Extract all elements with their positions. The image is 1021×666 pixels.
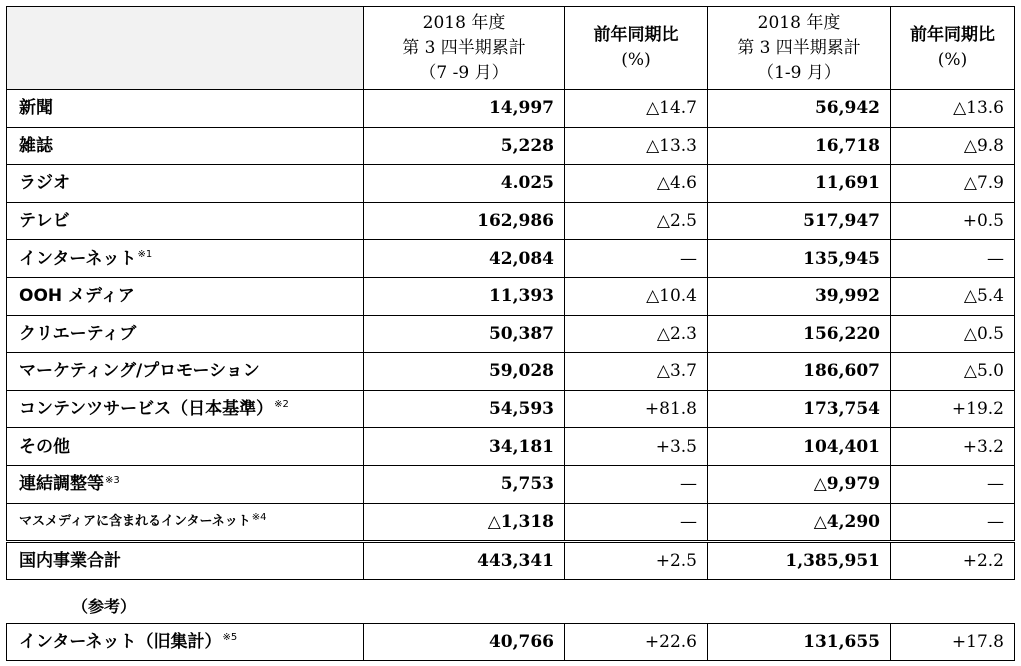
yoy-q3: △10.4 bbox=[565, 277, 708, 315]
yoy-ytd: — bbox=[891, 240, 1015, 278]
yoy-q3: △13.3 bbox=[565, 127, 708, 165]
value-ytd: 173,754 bbox=[708, 390, 891, 428]
value-ytd: 39,992 bbox=[708, 277, 891, 315]
value-q3: 34,181 bbox=[364, 428, 565, 466]
table-row bbox=[7, 465, 1015, 503]
yoy-q3: +3.5 bbox=[565, 428, 708, 466]
table-row bbox=[7, 353, 1015, 391]
table-row bbox=[7, 390, 1015, 428]
footnote-mark: ※1 bbox=[137, 249, 153, 261]
value-q3: 5,753 bbox=[364, 465, 565, 503]
reference-caption: （参考） bbox=[72, 597, 137, 616]
reference-yoy-q3: +22.6 bbox=[565, 624, 708, 661]
yoy-q3: +81.8 bbox=[565, 390, 708, 428]
yoy-q3: △2.3 bbox=[565, 315, 708, 353]
yoy-ytd: +3.2 bbox=[891, 428, 1015, 466]
table-row bbox=[7, 315, 1015, 353]
value-q3: 162,986 bbox=[364, 202, 565, 240]
row-label: 新聞 bbox=[7, 90, 364, 128]
row-label: 連結調整等$^{※3}$ bbox=[7, 465, 364, 503]
value-q3: 54,593 bbox=[364, 390, 565, 428]
yoy-ytd: — bbox=[891, 503, 1015, 542]
value-ytd: 517,947 bbox=[708, 202, 891, 240]
value-q3: 50,387 bbox=[364, 315, 565, 353]
reference-row bbox=[7, 624, 1015, 661]
value-q3: △1,318 bbox=[364, 503, 565, 542]
footnote-mark: ※5 bbox=[222, 632, 238, 644]
yoy-ytd: △5.0 bbox=[891, 353, 1015, 391]
value-q3: 4.025 bbox=[364, 165, 565, 203]
yoy-q3: △3.7 bbox=[565, 353, 708, 391]
yoy-q3: — bbox=[565, 503, 708, 542]
yoy-ytd: △9.8 bbox=[891, 127, 1015, 165]
total-label: 国内事業合計 bbox=[7, 542, 364, 580]
yoy-q3: — bbox=[565, 240, 708, 278]
table-row bbox=[7, 165, 1015, 203]
total-row bbox=[7, 542, 1015, 580]
row-label: その他 bbox=[7, 428, 364, 466]
yoy-ytd: △13.6 bbox=[891, 90, 1015, 128]
value-q3: 11,393 bbox=[364, 277, 565, 315]
row-label: マスメディアに含まれるインターネット$^{※4}$ bbox=[7, 503, 364, 542]
reference-yoy-ytd: +17.8 bbox=[891, 624, 1015, 661]
value-ytd: 186,607 bbox=[708, 353, 891, 391]
row-label: コンテンツサービス（日本基準）$^{※2}$ bbox=[7, 390, 364, 428]
value-ytd: 11,691 bbox=[708, 165, 891, 203]
total-yoy-q3: +2.5 bbox=[565, 542, 708, 580]
header-yoy-1: 前年同期比 (%) bbox=[565, 7, 708, 90]
value-ytd: 56,942 bbox=[708, 90, 891, 128]
value-q3: 5,228 bbox=[364, 127, 565, 165]
yoy-ytd: △7.9 bbox=[891, 165, 1015, 203]
value-ytd: 135,945 bbox=[708, 240, 891, 278]
header-yoy-2: 前年同期比 (%) bbox=[891, 7, 1015, 90]
table-row bbox=[7, 202, 1015, 240]
value-ytd: 156,220 bbox=[708, 315, 891, 353]
results-table bbox=[6, 6, 1015, 580]
yoy-q3: △14.7 bbox=[565, 90, 708, 128]
footnote-mark: ※4 bbox=[251, 511, 267, 523]
header-corner-cell bbox=[7, 7, 364, 90]
yoy-q3: — bbox=[565, 465, 708, 503]
total-value-ytd: 1,385,951 bbox=[708, 542, 891, 580]
yoy-q3: △4.6 bbox=[565, 165, 708, 203]
reference-table bbox=[6, 623, 1015, 661]
yoy-ytd: △5.4 bbox=[891, 277, 1015, 315]
table-row bbox=[7, 428, 1015, 466]
value-ytd: △9,979 bbox=[708, 465, 891, 503]
total-value-q3: 443,341 bbox=[364, 542, 565, 580]
table-row bbox=[7, 277, 1015, 315]
value-q3: 14,997 bbox=[364, 90, 565, 128]
header-ytd-period: 2018 年度 第 3 四半期累計 （1-9 月） bbox=[708, 7, 891, 90]
table-row bbox=[7, 127, 1015, 165]
total-yoy-ytd: +2.2 bbox=[891, 542, 1015, 580]
row-label: ラジオ bbox=[7, 165, 364, 203]
header-q3-period: 2018 年度 第 3 四半期累計 （7 -9 月） bbox=[364, 7, 565, 90]
value-ytd: 104,401 bbox=[708, 428, 891, 466]
yoy-ytd: △0.5 bbox=[891, 315, 1015, 353]
yoy-q3: △2.5 bbox=[565, 202, 708, 240]
footnote-mark: ※2 bbox=[274, 399, 289, 411]
yoy-ytd: +19.2 bbox=[891, 390, 1015, 428]
value-ytd: 16,718 bbox=[708, 127, 891, 165]
reference-label: インターネット（旧集計）$^{※5}$ bbox=[7, 624, 364, 661]
footnote-mark: ※3 bbox=[105, 474, 120, 486]
header-row bbox=[7, 7, 1015, 90]
reference-value-ytd: 131,655 bbox=[708, 624, 891, 661]
table-row bbox=[7, 240, 1015, 278]
row-label: 雑誌 bbox=[7, 127, 364, 165]
table-row bbox=[7, 503, 1015, 542]
row-label: クリエーティブ bbox=[7, 315, 364, 353]
value-ytd: △4,290 bbox=[708, 503, 891, 542]
reference-value-q3: 40,766 bbox=[364, 624, 565, 661]
yoy-ytd: +0.5 bbox=[891, 202, 1015, 240]
row-label: インターネット$^{※1}$ bbox=[7, 240, 364, 278]
value-q3: 42,084 bbox=[364, 240, 565, 278]
row-label: テレビ bbox=[7, 202, 364, 240]
row-label: OOH メディア bbox=[7, 277, 364, 315]
yoy-ytd: — bbox=[891, 465, 1015, 503]
row-label: マーケティング/プロモーション bbox=[7, 353, 364, 391]
table-row bbox=[7, 90, 1015, 128]
value-q3: 59,028 bbox=[364, 353, 565, 391]
